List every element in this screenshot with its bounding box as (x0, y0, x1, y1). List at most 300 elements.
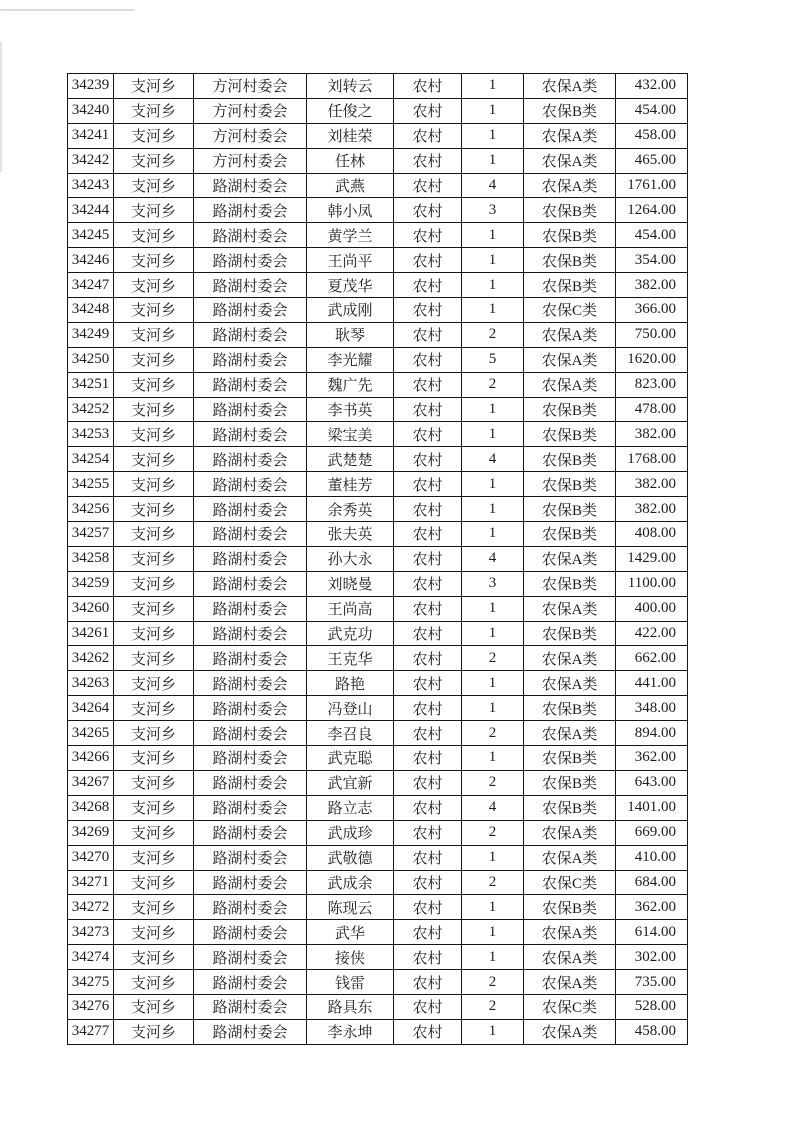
cell-record-id: 34252 (68, 397, 114, 422)
cell-insurance-category: 农保B类 (524, 571, 616, 596)
cell-insurance-category: 农保A类 (524, 173, 616, 198)
table-row (68, 223, 688, 248)
cell-township: 支河乡 (114, 870, 194, 895)
cell-amount: 458.00 (616, 123, 688, 148)
cell-village-committee: 路湖村委会 (194, 696, 307, 721)
cell-person-name: 冯登山 (307, 696, 394, 721)
cell-insured-count: 2 (462, 322, 524, 347)
cell-insurance-category: 农保A类 (524, 945, 616, 970)
cell-village-committee: 路湖村委会 (194, 895, 307, 920)
cell-township: 支河乡 (114, 920, 194, 945)
cell-residence-type: 农村 (394, 74, 462, 99)
cell-amount: 400.00 (616, 596, 688, 621)
cell-amount: 669.00 (616, 820, 688, 845)
cell-record-id: 34273 (68, 920, 114, 945)
cell-village-committee: 路湖村委会 (194, 248, 307, 273)
cell-residence-type: 农村 (394, 696, 462, 721)
cell-village-committee: 路湖村委会 (194, 198, 307, 223)
cell-record-id: 34253 (68, 422, 114, 447)
cell-record-id: 34265 (68, 721, 114, 746)
cell-village-committee: 路湖村委会 (194, 994, 307, 1019)
cell-insured-count: 1 (462, 671, 524, 696)
cell-township: 支河乡 (114, 994, 194, 1019)
cell-village-committee: 路湖村委会 (194, 273, 307, 298)
cell-insured-count: 2 (462, 970, 524, 995)
cell-insured-count: 1 (462, 422, 524, 447)
cell-insurance-category: 农保B类 (524, 696, 616, 721)
cell-insured-count: 3 (462, 198, 524, 223)
cell-person-name: 钱雷 (307, 970, 394, 995)
pension-roster-table (67, 73, 688, 1045)
cell-township: 支河乡 (114, 770, 194, 795)
cell-township: 支河乡 (114, 671, 194, 696)
cell-insured-count: 1 (462, 596, 524, 621)
cell-amount: 408.00 (616, 522, 688, 547)
cell-person-name: 李永坤 (307, 1019, 394, 1044)
cell-township: 支河乡 (114, 447, 194, 472)
cell-township: 支河乡 (114, 298, 194, 323)
cell-amount: 382.00 (616, 422, 688, 447)
table-row (68, 671, 688, 696)
cell-amount: 382.00 (616, 273, 688, 298)
cell-township: 支河乡 (114, 820, 194, 845)
cell-insurance-category: 农保A类 (524, 596, 616, 621)
cell-person-name: 武成余 (307, 870, 394, 895)
cell-insurance-category: 农保A类 (524, 920, 616, 945)
cell-insured-count: 4 (462, 795, 524, 820)
cell-township: 支河乡 (114, 945, 194, 970)
cell-insurance-category: 农保B类 (524, 98, 616, 123)
cell-insured-count: 2 (462, 994, 524, 1019)
cell-person-name: 董桂芳 (307, 472, 394, 497)
cell-amount: 454.00 (616, 98, 688, 123)
cell-insured-count: 5 (462, 347, 524, 372)
cell-residence-type: 农村 (394, 746, 462, 771)
cell-village-committee: 路湖村委会 (194, 970, 307, 995)
cell-record-id: 34262 (68, 646, 114, 671)
cell-insurance-category: 农保B类 (524, 447, 616, 472)
table-row (68, 895, 688, 920)
cell-village-committee: 路湖村委会 (194, 920, 307, 945)
cell-insurance-category: 农保A类 (524, 148, 616, 173)
cell-amount: 750.00 (616, 322, 688, 347)
table-row (68, 397, 688, 422)
cell-village-committee: 路湖村委会 (194, 820, 307, 845)
table-row (68, 273, 688, 298)
cell-village-committee: 路湖村委会 (194, 223, 307, 248)
cell-person-name: 陈现云 (307, 895, 394, 920)
cell-insured-count: 1 (462, 298, 524, 323)
cell-township: 支河乡 (114, 721, 194, 746)
cell-insured-count: 1 (462, 746, 524, 771)
table-row (68, 646, 688, 671)
table-row (68, 945, 688, 970)
cell-insured-count: 4 (462, 447, 524, 472)
table-row (68, 970, 688, 995)
cell-insurance-category: 农保A类 (524, 322, 616, 347)
cell-village-committee: 路湖村委会 (194, 596, 307, 621)
cell-person-name: 王克华 (307, 646, 394, 671)
cell-insured-count: 1 (462, 522, 524, 547)
cell-township: 支河乡 (114, 522, 194, 547)
cell-insured-count: 1 (462, 945, 524, 970)
cell-amount: 302.00 (616, 945, 688, 970)
cell-village-committee: 路湖村委会 (194, 546, 307, 571)
cell-township: 支河乡 (114, 621, 194, 646)
cell-township: 支河乡 (114, 198, 194, 223)
table-row (68, 248, 688, 273)
cell-residence-type: 农村 (394, 870, 462, 895)
cell-person-name: 王尚平 (307, 248, 394, 273)
cell-residence-type: 农村 (394, 248, 462, 273)
cell-residence-type: 农村 (394, 1019, 462, 1044)
cell-village-committee: 方河村委会 (194, 123, 307, 148)
cell-village-committee: 路湖村委会 (194, 347, 307, 372)
cell-village-committee: 路湖村委会 (194, 422, 307, 447)
cell-record-id: 34240 (68, 98, 114, 123)
table-row (68, 447, 688, 472)
cell-insurance-category: 农保C类 (524, 994, 616, 1019)
cell-insured-count: 2 (462, 820, 524, 845)
cell-residence-type: 农村 (394, 273, 462, 298)
cell-insured-count: 1 (462, 397, 524, 422)
cell-insured-count: 1 (462, 1019, 524, 1044)
cell-person-name: 武敬德 (307, 845, 394, 870)
cell-village-committee: 路湖村委会 (194, 795, 307, 820)
cell-amount: 478.00 (616, 397, 688, 422)
cell-insurance-category: 农保B类 (524, 472, 616, 497)
cell-record-id: 34245 (68, 223, 114, 248)
cell-person-name: 武克聪 (307, 746, 394, 771)
cell-amount: 1429.00 (616, 546, 688, 571)
cell-township: 支河乡 (114, 248, 194, 273)
cell-person-name: 武华 (307, 920, 394, 945)
cell-insured-count: 1 (462, 845, 524, 870)
cell-insured-count: 2 (462, 372, 524, 397)
cell-amount: 366.00 (616, 298, 688, 323)
cell-township: 支河乡 (114, 422, 194, 447)
cell-residence-type: 农村 (394, 148, 462, 173)
cell-record-id: 34251 (68, 372, 114, 397)
cell-township: 支河乡 (114, 895, 194, 920)
table-row (68, 820, 688, 845)
cell-amount: 614.00 (616, 920, 688, 945)
cell-person-name: 武燕 (307, 173, 394, 198)
cell-township: 支河乡 (114, 596, 194, 621)
cell-amount: 735.00 (616, 970, 688, 995)
cell-amount: 432.00 (616, 74, 688, 99)
cell-record-id: 34239 (68, 74, 114, 99)
cell-insured-count: 1 (462, 472, 524, 497)
cell-insured-count: 1 (462, 223, 524, 248)
cell-village-committee: 路湖村委会 (194, 770, 307, 795)
cell-insured-count: 2 (462, 870, 524, 895)
cell-record-id: 34241 (68, 123, 114, 148)
cell-residence-type: 农村 (394, 621, 462, 646)
cell-residence-type: 农村 (394, 447, 462, 472)
cell-residence-type: 农村 (394, 671, 462, 696)
cell-record-id: 34247 (68, 273, 114, 298)
cell-township: 支河乡 (114, 546, 194, 571)
table-row (68, 696, 688, 721)
cell-record-id: 34272 (68, 895, 114, 920)
cell-township: 支河乡 (114, 472, 194, 497)
cell-residence-type: 农村 (394, 522, 462, 547)
cell-amount: 362.00 (616, 746, 688, 771)
cell-insurance-category: 农保A类 (524, 820, 616, 845)
cell-record-id: 34277 (68, 1019, 114, 1044)
cell-insurance-category: 农保B类 (524, 795, 616, 820)
cell-residence-type: 农村 (394, 123, 462, 148)
cell-village-committee: 路湖村委会 (194, 497, 307, 522)
cell-village-committee: 路湖村委会 (194, 447, 307, 472)
cell-insurance-category: 农保A类 (524, 646, 616, 671)
table-row (68, 74, 688, 99)
table-row (68, 148, 688, 173)
cell-amount: 1768.00 (616, 447, 688, 472)
cell-record-id: 34275 (68, 970, 114, 995)
cell-township: 支河乡 (114, 1019, 194, 1044)
cell-insurance-category: 农保C类 (524, 298, 616, 323)
cell-insured-count: 3 (462, 571, 524, 596)
cell-township: 支河乡 (114, 970, 194, 995)
cell-record-id: 34248 (68, 298, 114, 323)
cell-residence-type: 农村 (394, 920, 462, 945)
cell-amount: 454.00 (616, 223, 688, 248)
cell-insured-count: 2 (462, 770, 524, 795)
table-row (68, 845, 688, 870)
cell-village-committee: 路湖村委会 (194, 522, 307, 547)
cell-township: 支河乡 (114, 845, 194, 870)
cell-village-committee: 路湖村委会 (194, 571, 307, 596)
cell-person-name: 任林 (307, 148, 394, 173)
cell-residence-type: 农村 (394, 223, 462, 248)
cell-insured-count: 4 (462, 546, 524, 571)
cell-record-id: 34250 (68, 347, 114, 372)
cell-record-id: 34267 (68, 770, 114, 795)
cell-village-committee: 方河村委会 (194, 74, 307, 99)
cell-residence-type: 农村 (394, 347, 462, 372)
cell-person-name: 梁宝美 (307, 422, 394, 447)
cell-village-committee: 路湖村委会 (194, 945, 307, 970)
table-row (68, 1019, 688, 1044)
cell-person-name: 王尚高 (307, 596, 394, 621)
cell-township: 支河乡 (114, 273, 194, 298)
table-row (68, 721, 688, 746)
table-row (68, 571, 688, 596)
cell-township: 支河乡 (114, 746, 194, 771)
cell-amount: 894.00 (616, 721, 688, 746)
cell-record-id: 34268 (68, 795, 114, 820)
cell-amount: 1100.00 (616, 571, 688, 596)
cell-insurance-category: 农保C类 (524, 870, 616, 895)
table-row (68, 298, 688, 323)
cell-record-id: 34244 (68, 198, 114, 223)
table-row (68, 372, 688, 397)
cell-record-id: 34270 (68, 845, 114, 870)
table-row (68, 770, 688, 795)
cell-insurance-category: 农保B类 (524, 422, 616, 447)
cell-residence-type: 农村 (394, 322, 462, 347)
cell-person-name: 武楚楚 (307, 447, 394, 472)
cell-person-name: 刘转云 (307, 74, 394, 99)
cell-village-committee: 路湖村委会 (194, 721, 307, 746)
cell-residence-type: 农村 (394, 945, 462, 970)
table-row (68, 795, 688, 820)
cell-person-name: 路立志 (307, 795, 394, 820)
cell-residence-type: 农村 (394, 646, 462, 671)
cell-residence-type: 农村 (394, 845, 462, 870)
cell-residence-type: 农村 (394, 173, 462, 198)
cell-amount: 458.00 (616, 1019, 688, 1044)
cell-residence-type: 农村 (394, 472, 462, 497)
cell-person-name: 武克功 (307, 621, 394, 646)
cell-record-id: 34255 (68, 472, 114, 497)
cell-township: 支河乡 (114, 497, 194, 522)
cell-residence-type: 农村 (394, 795, 462, 820)
cell-village-committee: 方河村委会 (194, 148, 307, 173)
cell-amount: 684.00 (616, 870, 688, 895)
cell-record-id: 34266 (68, 746, 114, 771)
cell-record-id: 34269 (68, 820, 114, 845)
table-row (68, 98, 688, 123)
cell-insurance-category: 农保B类 (524, 895, 616, 920)
cell-person-name: 刘桂荣 (307, 123, 394, 148)
cell-village-committee: 路湖村委会 (194, 397, 307, 422)
cell-township: 支河乡 (114, 696, 194, 721)
table-row (68, 347, 688, 372)
cell-village-committee: 路湖村委会 (194, 322, 307, 347)
cell-record-id: 34274 (68, 945, 114, 970)
cell-insured-count: 1 (462, 98, 524, 123)
table-row (68, 621, 688, 646)
cell-residence-type: 农村 (394, 372, 462, 397)
table-row (68, 322, 688, 347)
cell-amount: 823.00 (616, 372, 688, 397)
table-row (68, 472, 688, 497)
cell-township: 支河乡 (114, 322, 194, 347)
cell-person-name: 韩小凤 (307, 198, 394, 223)
cell-amount: 362.00 (616, 895, 688, 920)
cell-insurance-category: 农保A类 (524, 372, 616, 397)
cell-residence-type: 农村 (394, 497, 462, 522)
cell-insured-count: 2 (462, 721, 524, 746)
cell-insured-count: 1 (462, 74, 524, 99)
scan-artifact-left (0, 42, 2, 172)
cell-township: 支河乡 (114, 223, 194, 248)
cell-insurance-category: 农保A类 (524, 74, 616, 99)
cell-residence-type: 农村 (394, 298, 462, 323)
scan-artifact-top (0, 9, 135, 11)
cell-record-id: 34276 (68, 994, 114, 1019)
cell-village-committee: 路湖村委会 (194, 671, 307, 696)
cell-residence-type: 农村 (394, 994, 462, 1019)
cell-person-name: 魏广先 (307, 372, 394, 397)
cell-insured-count: 1 (462, 621, 524, 646)
cell-insurance-category: 农保A类 (524, 1019, 616, 1044)
cell-record-id: 34246 (68, 248, 114, 273)
cell-insured-count: 2 (462, 646, 524, 671)
cell-person-name: 余秀英 (307, 497, 394, 522)
cell-insured-count: 1 (462, 920, 524, 945)
table-row (68, 596, 688, 621)
table-row (68, 870, 688, 895)
cell-village-committee: 路湖村委会 (194, 298, 307, 323)
cell-record-id: 34263 (68, 671, 114, 696)
cell-person-name: 李书英 (307, 397, 394, 422)
cell-insurance-category: 农保A类 (524, 671, 616, 696)
table-row (68, 546, 688, 571)
cell-township: 支河乡 (114, 571, 194, 596)
cell-person-name: 张夫英 (307, 522, 394, 547)
cell-person-name: 武宜新 (307, 770, 394, 795)
cell-record-id: 34242 (68, 148, 114, 173)
cell-township: 支河乡 (114, 148, 194, 173)
cell-residence-type: 农村 (394, 98, 462, 123)
cell-record-id: 34264 (68, 696, 114, 721)
cell-township: 支河乡 (114, 173, 194, 198)
cell-insurance-category: 农保B类 (524, 522, 616, 547)
cell-residence-type: 农村 (394, 770, 462, 795)
cell-residence-type: 农村 (394, 397, 462, 422)
cell-residence-type: 农村 (394, 571, 462, 596)
cell-village-committee: 路湖村委会 (194, 646, 307, 671)
cell-record-id: 34260 (68, 596, 114, 621)
cell-person-name: 李召良 (307, 721, 394, 746)
cell-record-id: 34256 (68, 497, 114, 522)
table-row (68, 746, 688, 771)
cell-insurance-category: 农保B类 (524, 223, 616, 248)
cell-person-name: 刘晓曼 (307, 571, 394, 596)
cell-residence-type: 农村 (394, 546, 462, 571)
cell-township: 支河乡 (114, 372, 194, 397)
cell-insurance-category: 农保B类 (524, 273, 616, 298)
cell-amount: 410.00 (616, 845, 688, 870)
cell-residence-type: 农村 (394, 895, 462, 920)
cell-person-name: 任俊之 (307, 98, 394, 123)
table-row (68, 123, 688, 148)
cell-person-name: 武成刚 (307, 298, 394, 323)
cell-village-committee: 路湖村委会 (194, 1019, 307, 1044)
cell-amount: 422.00 (616, 621, 688, 646)
cell-insurance-category: 农保A类 (524, 123, 616, 148)
cell-person-name: 孙大永 (307, 546, 394, 571)
cell-insurance-category: 农保B类 (524, 248, 616, 273)
cell-person-name: 路具东 (307, 994, 394, 1019)
cell-insurance-category: 农保A类 (524, 721, 616, 746)
table-row (68, 173, 688, 198)
cell-amount: 348.00 (616, 696, 688, 721)
cell-insurance-category: 农保A类 (524, 970, 616, 995)
cell-insured-count: 1 (462, 248, 524, 273)
table-row (68, 422, 688, 447)
cell-township: 支河乡 (114, 397, 194, 422)
cell-village-committee: 方河村委会 (194, 98, 307, 123)
cell-village-committee: 路湖村委会 (194, 472, 307, 497)
cell-record-id: 34271 (68, 870, 114, 895)
cell-township: 支河乡 (114, 795, 194, 820)
cell-insured-count: 1 (462, 148, 524, 173)
cell-village-committee: 路湖村委会 (194, 173, 307, 198)
cell-insurance-category: 农保B类 (524, 746, 616, 771)
cell-township: 支河乡 (114, 98, 194, 123)
cell-residence-type: 农村 (394, 820, 462, 845)
cell-person-name: 耿琴 (307, 322, 394, 347)
cell-village-committee: 路湖村委会 (194, 870, 307, 895)
cell-record-id: 34257 (68, 522, 114, 547)
cell-village-committee: 路湖村委会 (194, 372, 307, 397)
cell-village-committee: 路湖村委会 (194, 746, 307, 771)
